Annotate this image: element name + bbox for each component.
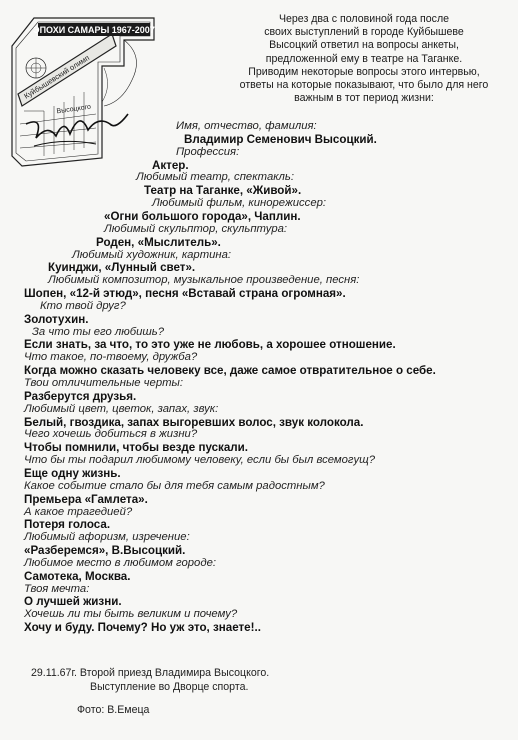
question-text: Что такое, по-твоему, дружба? bbox=[24, 351, 198, 364]
answer-text: Самотека, Москва. bbox=[24, 569, 131, 583]
question-text: Кто твой друг? bbox=[40, 299, 126, 312]
emblem-title: ЭПОХИ САМАРЫ 1967-2007 bbox=[33, 25, 155, 35]
answer-text: Чтобы помнили, чтобы везде пускали. bbox=[24, 441, 249, 455]
answer-text: Владимир Семенович Высоцкий. bbox=[184, 132, 377, 146]
intro-line: предложенной ему в театре на Таганке. bbox=[265, 52, 463, 65]
question-text: Твои отличительные черты: bbox=[24, 377, 183, 389]
question-text: Что бы ты подарил любимому человеку, если бы был всемогущ? bbox=[24, 454, 376, 467]
intro-line: ответы на которые показывают, что было для него bbox=[239, 79, 489, 92]
answer-text: Куинджи, «Лунный свет». bbox=[48, 261, 196, 275]
question-text: Чего хочешь добиться в жизни? bbox=[24, 428, 198, 441]
question-text: Любимый театр, спектакль: bbox=[136, 171, 295, 184]
answer-text: Если знать, за что, то это уже не любовь, а хорошее отношение. bbox=[24, 338, 396, 352]
answer-text: Разберутся друзья. bbox=[24, 389, 137, 403]
answer-text: Хочу и буду. Почему? Но уж это, знаете!.. bbox=[24, 621, 261, 635]
question-text: Любимый фильм, кинорежиссер: bbox=[152, 197, 327, 210]
answer-text: Роден, «Мыслитель». bbox=[96, 235, 221, 249]
answer-text: Потеря голоса. bbox=[24, 518, 111, 532]
answer-text: Еще одну жизнь. bbox=[24, 466, 121, 480]
question-text: Любимый афоризм, изречение: bbox=[24, 531, 190, 544]
question-text: Любимый художник, картина: bbox=[72, 248, 232, 261]
emblem-name: Высоцкого bbox=[56, 103, 92, 116]
question-text: Любимый цвет, цветок, запах, звук: bbox=[24, 402, 219, 415]
answer-text: Актер. bbox=[152, 158, 189, 172]
intro-line: Через два с половиной года после bbox=[278, 13, 450, 25]
intro-line: своих выступлений в городе Куйбышеве bbox=[264, 26, 464, 39]
footer-event-line: Выступление во Дворце спорта. bbox=[90, 681, 249, 693]
answer-text: Золотухин. bbox=[24, 312, 89, 326]
question-text: Любимый композитор, музыкальное произведение, песня: bbox=[48, 274, 360, 287]
answer-text: О лучшей жизни. bbox=[24, 595, 122, 609]
answer-text: Шопен, «12-й этюд», песня «Вставай страна огромная». bbox=[24, 287, 346, 301]
question-text: Хочешь ли ты быть великим и почему? bbox=[24, 608, 238, 621]
answer-text: Премьера «Гамлета». bbox=[24, 492, 148, 506]
question-text: Профессия: bbox=[176, 145, 240, 158]
answer-text: Когда можно сказать человеку все, даже самое отвратительное о себе. bbox=[24, 364, 436, 378]
photo-credit: Фото: В.Емеца bbox=[77, 704, 150, 716]
question-text: Какое событие стало бы для тебя самым радостным? bbox=[24, 479, 325, 492]
intro-line: Высоцкий ответил на вопросы анкеты, bbox=[269, 39, 459, 52]
intro-line: важным в тот период жизни: bbox=[294, 92, 434, 105]
footer-date-line: 29.11.67г. Второй приезд Владимира Высоцкого. bbox=[31, 667, 270, 679]
answer-text: Театр на Таганке, «Живой». bbox=[144, 184, 302, 198]
question-text: Твоя мечта: bbox=[24, 582, 90, 595]
question-text: Имя, отчество, фамилия: bbox=[176, 120, 317, 132]
answer-text: Белый, гвоздика, запах выгоревших волос, звук колокола. bbox=[24, 415, 364, 429]
answer-text: «Разберемся», В.Высоцкий. bbox=[24, 544, 186, 558]
question-text: Любимый скульптор, скульптура: bbox=[104, 222, 288, 235]
intro-line: Приводим некоторые вопросы этого интервью, bbox=[248, 65, 480, 78]
question-text: За что ты его любишь? bbox=[32, 325, 165, 338]
question-text: А какое трагедией? bbox=[24, 505, 133, 518]
question-text: Любимое место в любимом городе: bbox=[24, 556, 216, 569]
emblem-band: Куйбышевский олимп bbox=[22, 53, 91, 101]
answer-text: «Огни большого города», Чаплин. bbox=[104, 209, 301, 223]
